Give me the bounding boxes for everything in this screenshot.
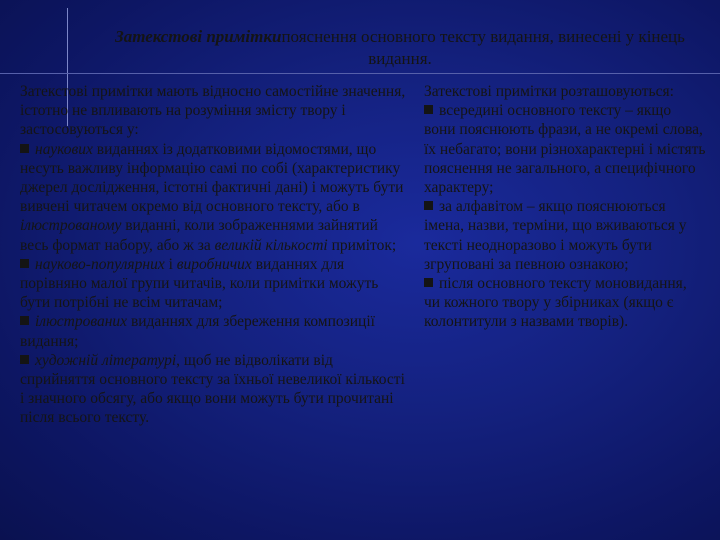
right-item-1 [424,101,706,197]
left-item-1-text-2: виданні, коли зображеннями зайнятий весь формат набору, або ж за [20,217,378,254]
right-item-1-text: всередині основного тексту – якщо вони пояснюють фрази, а не окремі слова, їх небагато; вони різнохарактерні і містять пояснення не загального, а специфічного характеру; [424,102,706,197]
left-item-2-text: і [164,255,177,273]
left-item-2-text-2: виданнях для порівняно малої групи читачів, коли примітки можуть бути потрібні не всім читачам; [20,255,379,312]
left-item-1-text: виданнях із додатковими відомостями, що несуть важливу інформацію самі по собі (характеристику джерел дослідження, істотні фактичні дані) і можуть бути вивчені читачем окремо від основного тексту, або в [20,140,404,216]
left-item-1-emphasis-2: ілюстрованому [20,217,122,235]
left-item-3 [20,312,408,350]
bullet-icon [424,105,433,114]
left-item-2-emphasis: науково-популярних [35,255,165,273]
bullet-icon [424,201,433,210]
left-column [20,82,408,428]
right-column [424,82,706,332]
slide-title [100,26,700,70]
left-item-4-text: , щоб не відволікати від сприйняття основного тексту за їхньої невеликої кількості і значного обсягу, або якщо вони можуть бути прочитані після всього тексту. [20,351,405,427]
right-item-2-text: за алфавітом – якщо пояснюються імена, назви, терміни, що вживаються у тексті неодноразово і можуть бути згруповані за певною ознакою; [424,198,687,273]
bullet-icon [20,355,29,364]
left-item-4 [20,351,408,428]
right-item-3 [424,274,706,332]
right-intro: Затекстові примітки розташовуються: [424,83,674,100]
left-item-1-text-3: приміток; [327,236,397,254]
bullet-icon [20,144,29,153]
decorative-horizontal-line [0,73,720,74]
left-item-1 [20,140,408,255]
bullet-icon [20,259,29,268]
right-item-3-text: після основного тексту моновидання, чи кожного твору у збірниках (якщо є колонтитули з назвами творів). [424,275,687,331]
title-term: Затекстові примітки [115,27,282,46]
left-item-2-emphasis-2: виробничих [176,255,252,273]
bullet-icon [20,316,29,325]
title-definition: пояснення основного тексту видання, винесені у кінець видання. [281,27,685,68]
left-item-3-text: виданнях для збереження композиції видання; [20,313,375,350]
left-item-1-emphasis: наукових [35,140,93,158]
bullet-icon [424,278,433,287]
left-item-1-emphasis-3: великій кількості [214,236,328,254]
left-item-2 [20,255,408,313]
left-intro: Затекстові примітки мають відносно самостійне значення, істотно не впливають на розуміння змісту твору і застосовуються у: [20,83,406,139]
left-item-3-emphasis: ілюстрованих [35,313,128,331]
right-item-2 [424,197,706,274]
left-item-4-emphasis: художній літературі [35,351,177,369]
